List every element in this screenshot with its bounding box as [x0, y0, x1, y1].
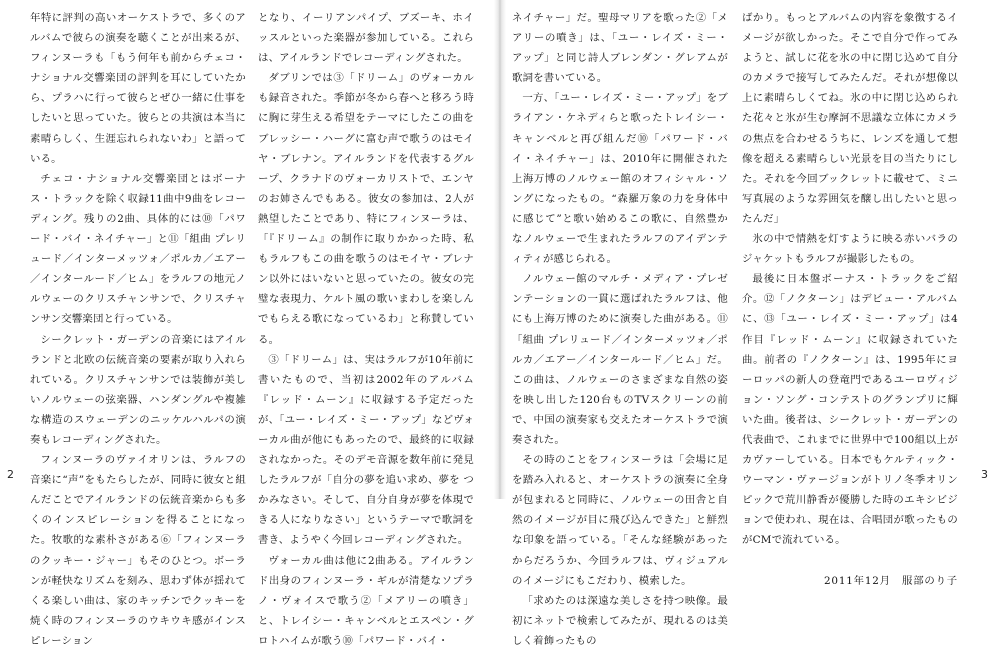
paragraph: ダブリンでは③「ドリーム」のヴォーカルも録音された。季節が冬から春へと移ろう時に胸に芽生える希望をテーマにしたこの曲をブレッシー・ハーグに富む声で歌うのはモイヤ・ブレナン。アイルランドを代表するグループ、クラナドのヴォーカリストで、エンヤのお姉さんでもある。彼女の参加は、2人が熱望したことであり、特にフィンヌーラは、「『ドリーム』の制作に取りかかった時、私もラルフもこの曲を歌うのはモイヤ・ブレナン以外にはいないと思っていたの。彼女の完璧な表現力、ケルト風の歌いまわしを楽しんでもらえる歌になっているわ」と称賛している。	[258, 72, 474, 346]
paragraph: 年特に評判の高いオーケストラで、多くのアルバムで彼らの演奏を聴くことが出来るが、フィンヌーラも「もう何年も前からチェコ・ナショナル交響楽団の評判を耳にしていたから、プラハに行って彼らとぜひ一緒に仕事をしたいと思っていた。彼らとの共演は本当に素晴らしく、生涯忘れられないわ」と語っている。	[30, 12, 246, 165]
paragraph: ノルウェー館のマルチ・メディア・プレゼンテーションの一貫に選ばれたラルフは、他にも上海万博のために演奏した曲がある。⑪「組曲 プレリュード／インターメッツォ／ポルカ／エアー／インタールード／ヒム」だ。この曲は、ノルウェーのさまざまな自然の姿を映し出した120台ものTVスクリーンの前で、中国の演奏家も交えたオーケストラで演奏された。	[512, 273, 728, 446]
paragraph: 氷の中で情熱を灯すように映る赤いバラのジャケットもラルフが撮影したもの。	[742, 233, 958, 266]
paragraph: ヴォーカル曲は他に2曲ある。アイルランド出身のフィンヌーラ・ギルが清楚なソプラノ・ヴォイスで歌う②「メアリーの噴き」と、トレイシー・キャンベルとエスペン・グロトハイムが歌う⑩「パワード・バイ・	[258, 554, 474, 647]
paragraph: となり、イーリアンパイプ、ブズーキ、ホイッスルといった楽器が参加している。これらは、アイルランドでレコーディングされた。	[258, 12, 474, 65]
author-signature: 2011年12月 服部のり子	[824, 574, 958, 587]
paragraph: チェコ・ナショナル交響楽団とはボーナス・トラックを除く収録11曲中9曲をレコーディング。残りの2曲、具体的には⑩「パワード・バイ・ネイチャー」と⑪「組曲 プレリュード／インターメッツォ／ポルカ／エアー／インタールード／ヒム」をラルフの地元ノルウェーのクリスチャンサンで、クリスチャンサン交響楽団と行っている。	[30, 172, 246, 326]
paragraph: 「求めたのは深遠な美しさを持つ映像。最初にネットで検索してみたが、現れるのは美しく着飾ったもの	[512, 594, 728, 647]
right-page-column-1	[512, 8, 728, 647]
right-page-column-2	[742, 8, 958, 587]
page-number: 3	[981, 468, 988, 481]
paragraph: 一方、「ユー・レイズ・ミー・アップ」をブライアン・ケネディらと歌ったトレイシー・キャンベルと再び組んだ⑩「パワード・バイ・ネイチャー」は、2010年に開催された上海万博のノルウェー館のオフィシャル・ソングになったもの。“森羅万象の力を身体中に感じて”と歌い始めるこの歌に、自然豊かなノルウェーで生まれたラルフのアイデンティティが感じられる。	[512, 92, 728, 266]
page-number: 2	[7, 468, 14, 481]
paragraph: ③「ドリーム」は、実はラルフが10年前に書いたもので、当初は2002年のアルバム『レッド・ムーン』に収録する予定だったが、「ユー・レイズ・ミー・アップ」などヴォーカル曲が他にもあったので、最終的に収録されなかった。そのデモ音源を数年前に発見したラルフが「自分の夢を追い求め、夢を つかみなさい。そして、自分自身が夢を体現できる人になりなさい」というテーマで歌詞を書き、ようやく今回レコーディングされた。	[258, 353, 474, 547]
paragraph: ネイチャー」だ。聖母マリアを歌った②「メアリーの噴き」は、「ユー・レイズ・ミー・アップ」と同じ詩人ブレンダン・グレアムが歌詞を書いている。	[512, 12, 728, 85]
left-page-column-1	[30, 8, 246, 647]
book-gutter	[494, 0, 506, 499]
paragraph: フィンヌーラのヴァイオリンは、ラルフの音楽に“声”をもたらしたが、同時に彼女と組んだことでアイルランドの伝統音楽からも多くのインスピレーションを得ることになった。牧歌的な素朴さがある⑥「フィンヌーラのクッキー・ジャー」もそのひとつ。ボーランが軽快なリズムを刻み、思わず体が揺れてくる楽しい曲は、家のキッチンでクッキーを焼く時のフィンヌーラのウキウキ感がインスピレーション	[30, 454, 246, 647]
paragraph: 最後に日本盤ボーナス・トラックをご紹介。⑫「ノクターン」はデビュー・アルバムに、⑬「ユー・レイズ・ミー・アップ」は4作目『レッド・ムーン』に収録されていた曲。前者の『ノクターン』は、1995年にヨーロッパの新人の登竜門であるユーロヴィジョン・ソング・コンテストのグランプリに輝いた曲。後者は、シークレット・ガーデンの代表曲で、これまでに世界中で100組以上がカヴァーしている。日本でもケルティック・ウーマン・ヴァージョンがトリノ冬季オリンピックで荒川静香が優勝した時のエキシビジョンで使われ、現在は、合唱団が歌ったものがCMで流れている。	[742, 273, 958, 547]
paragraph: その時のことをフィンヌーラは「会場に足を踏み入れると、オーケストラの演奏に全身が包まれると同時に、ノルウェーの田舎と自然のイメージが目に飛び込んできた」と鮮烈な印象を語っている。「そんな経験があったからだろうか、今回ラルフは、ヴィジュアルのイメージにもこだわり、模索した。	[512, 454, 728, 587]
left-page-column-2	[258, 8, 474, 647]
right-page	[506, 0, 1000, 647]
left-page	[0, 0, 494, 647]
paragraph: シークレット・ガーデンの音楽にはアイルランドと北欧の伝統音楽の要素が取り入れられている。クリスチャンサンでは装飾が美しいノルウェーの弦楽器、ハンダングルや複雑な構造のスウェーデンのニッケルハルパの演奏もレコーディングされた。	[30, 333, 246, 446]
paragraph: ばかり。もっとアルバムの内容を象徴するイメージが欲しかった。そこで自分で作ってみようと、試しに花を氷の中に閉じ込めて自分のカメラで接写してみたんだ。それが想像以上に素晴らしくてね。氷の中に閉じ込められた花々と氷が生む摩訶不思議な立体にカメラの焦点を合わせるうちに、レンズを通して想像を超える素晴らしい光景を目の当たりにした。それを今回ブックレットに載せて、ミニ写真展のような雰囲気を醸し出したいと思ったんだ」	[742, 12, 958, 225]
